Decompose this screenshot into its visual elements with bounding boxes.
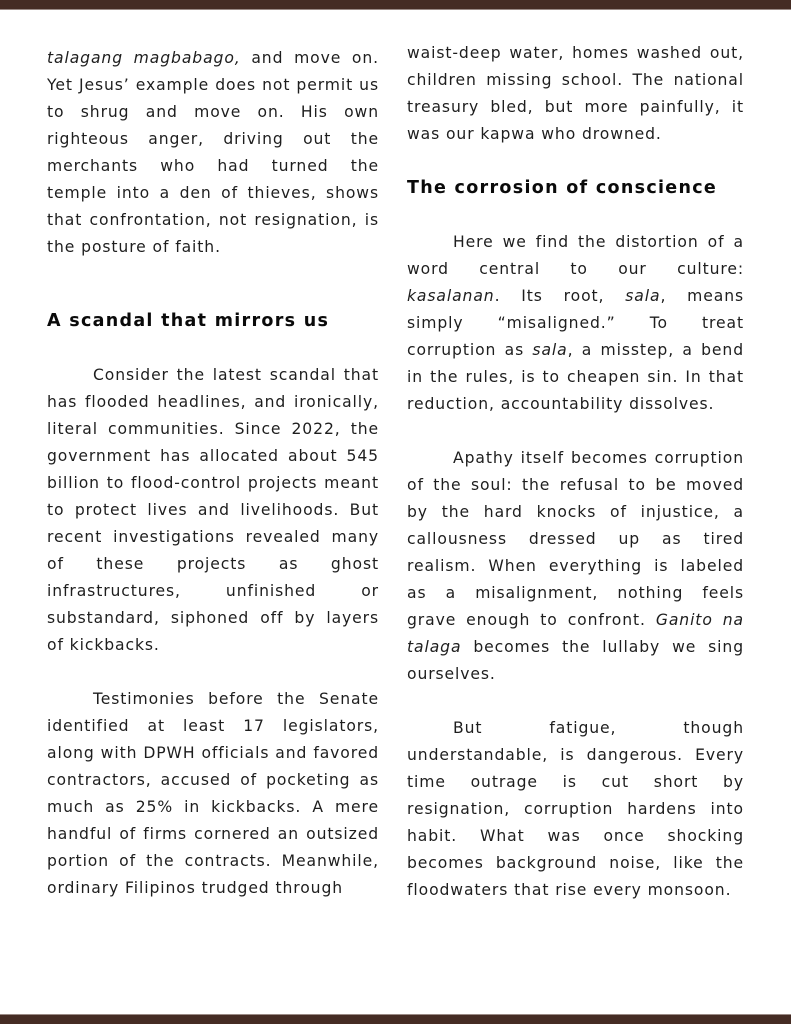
paragraph-apathy: Apathy itself becomes corruption of the soul: the refusal to be moved by the hard knocks of injustice, a callousness dressed up as tired realism. When everything is labeled as a misalignment, nothing feels grave enough to confront. Ganito na talaga becomes the lullaby we sing ourselves.: [407, 449, 744, 683]
bottom-decorative-bar: [0, 1014, 791, 1024]
paragraph-continuation-right: waist-deep water, homes washed out, children missing school. The national treasury bled, but more painfully, it was our kapwa who drowned.: [407, 44, 744, 143]
tagalog-phrase: talagang magbabago,: [47, 49, 241, 67]
section-heading-scandal: A scandal that mirrors us: [47, 311, 330, 331]
paragraph-scandal: Consider the latest scandal that has flooded headlines, and ironically, literal communities. Since 2022, the government has allocated about 545 billion to flood-control projects meant to protect lives and livelihoods. But recent investigations revealed many of these projects as ghost infrastructures, unfinished or substandard, siphoned off by layers of kickbacks.: [47, 366, 379, 654]
paragraph-fatigue: But fatigue, though understandable, is dangerous. Every time outrage is cut short by resignation, corruption hardens into habit. What was once shocking becomes background noise, like the floodwaters that rise every monsoon.: [407, 719, 744, 899]
paragraph-continuation: talagang magbabago, and move on. Yet Jesus’ example does not permit us to shrug and move on. His own righteous anger, driving out the merchants who had turned the temple into a den of thieves, shows that confrontation, not resignation, is the posture of faith.: [47, 49, 379, 256]
paragraph-distortion: Here we find the distortion of a word central to our culture: kasalanan. Its root, sala, means simply “misaligned.” To treat corruption as sala, a misstep, a bend in the rules, is to cheapen sin. In that reduction, accountability dissolves.: [407, 233, 744, 413]
right-column: [407, 40, 744, 904]
section-heading-corrosion: The corrosion of conscience: [407, 178, 718, 198]
paragraph-testimonies: Testimonies before the Senate identified at least 17 legislators, along with DPWH officials and favored contractors, accused of pocketing as much as 25% in kickbacks. A mere handful of firms cornered an outsized portion of the contracts. Meanwhile, ordinary Filipinos trudged through: [47, 690, 379, 897]
left-column: [47, 45, 379, 902]
top-decorative-bar: [0, 0, 791, 10]
